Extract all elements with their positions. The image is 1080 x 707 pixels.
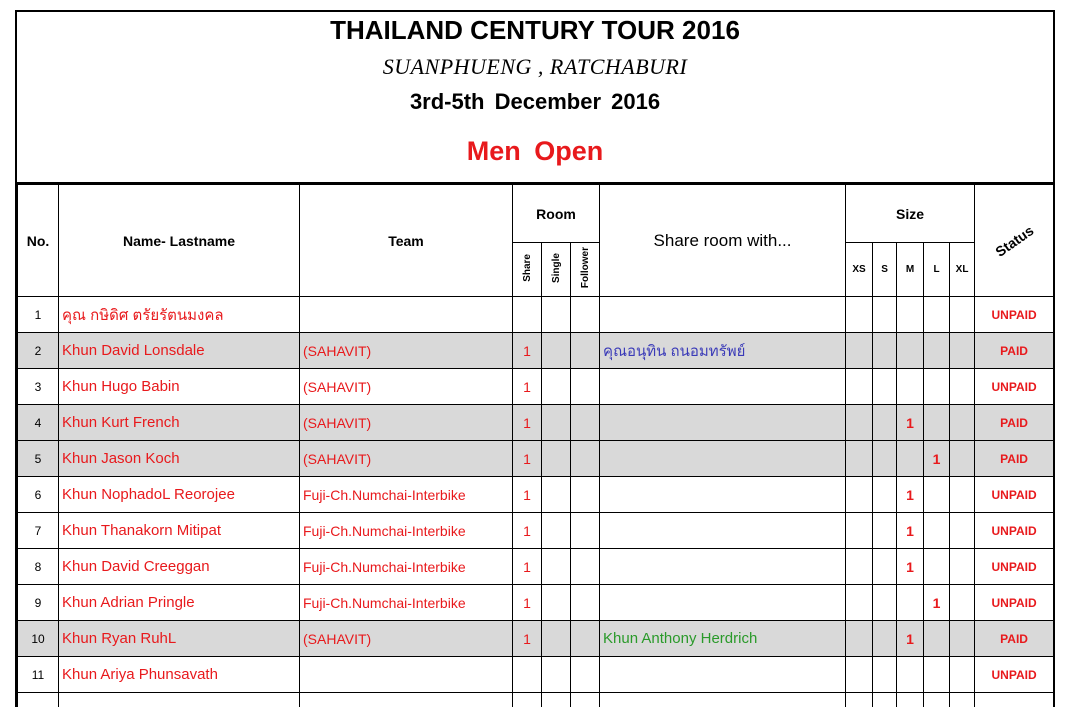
row-room-share: 1 bbox=[513, 441, 542, 477]
row-size-xl bbox=[950, 369, 975, 405]
row-size-m bbox=[897, 369, 924, 405]
row-status: UNPAID bbox=[975, 369, 1054, 405]
row-size-xs bbox=[846, 657, 873, 693]
row-size-s bbox=[873, 585, 897, 621]
row-name: คุณ กษิดิศ ตรัยรัตนมงคล bbox=[59, 297, 300, 333]
row-size-s bbox=[873, 657, 897, 693]
row-empty-cell bbox=[542, 693, 571, 707]
row-empty-cell bbox=[600, 693, 846, 707]
row-size-xs bbox=[846, 585, 873, 621]
row-status: PAID bbox=[975, 621, 1054, 657]
col-size-s: S bbox=[873, 243, 897, 297]
col-size-l: L bbox=[924, 243, 950, 297]
row-share-with bbox=[600, 477, 846, 513]
row-size-xl bbox=[950, 657, 975, 693]
row-size-xs bbox=[846, 513, 873, 549]
row-room-follower bbox=[571, 621, 600, 657]
row-size-m: 1 bbox=[897, 621, 924, 657]
row-status: UNPAID bbox=[975, 477, 1054, 513]
row-size-l bbox=[924, 297, 950, 333]
table-row bbox=[18, 405, 1054, 441]
row-team: (SAHAVIT) bbox=[300, 333, 513, 369]
row-room-share: 1 bbox=[513, 477, 542, 513]
col-team: Team bbox=[300, 185, 513, 297]
row-team bbox=[300, 657, 513, 693]
row-no: 3 bbox=[18, 369, 59, 405]
row-no: 4 bbox=[18, 405, 59, 441]
row-size-xl bbox=[950, 549, 975, 585]
participants-table bbox=[17, 184, 1054, 707]
row-size-m: 1 bbox=[897, 405, 924, 441]
row-share-with: Khun Anthony Herdrich bbox=[600, 621, 846, 657]
row-room-single bbox=[542, 441, 571, 477]
row-size-m bbox=[897, 441, 924, 477]
row-room-single bbox=[542, 297, 571, 333]
row-size-xl bbox=[950, 621, 975, 657]
row-status: PAID bbox=[975, 441, 1054, 477]
row-room-follower bbox=[571, 441, 600, 477]
row-empty-cell bbox=[571, 693, 600, 707]
row-room-single bbox=[542, 585, 571, 621]
row-share-with bbox=[600, 369, 846, 405]
row-status: UNPAID bbox=[975, 297, 1054, 333]
row-size-s bbox=[873, 333, 897, 369]
row-size-xs bbox=[846, 297, 873, 333]
row-size-l: 1 bbox=[924, 441, 950, 477]
row-no: 5 bbox=[18, 441, 59, 477]
row-size-xl bbox=[950, 477, 975, 513]
row-size-l: 1 bbox=[924, 585, 950, 621]
row-size-m: 1 bbox=[897, 513, 924, 549]
row-share-with: คุณอนุทิน ถนอมทรัพย์ bbox=[600, 333, 846, 369]
row-size-l bbox=[924, 621, 950, 657]
col-room: Room bbox=[513, 185, 600, 243]
col-size-xl: XL bbox=[950, 243, 975, 297]
table-row bbox=[18, 297, 1054, 333]
row-share-with bbox=[600, 549, 846, 585]
row-size-xs bbox=[846, 405, 873, 441]
row-size-xs bbox=[846, 333, 873, 369]
row-size-m: 1 bbox=[897, 549, 924, 585]
row-size-xs bbox=[846, 477, 873, 513]
row-share-with bbox=[600, 441, 846, 477]
row-team: (SAHAVIT) bbox=[300, 441, 513, 477]
row-status: UNPAID bbox=[975, 549, 1054, 585]
row-empty-cell bbox=[59, 693, 300, 707]
row-team bbox=[300, 297, 513, 333]
row-empty-cell bbox=[873, 693, 897, 707]
row-team: Fuji-Ch.Numchai-Interbike bbox=[300, 477, 513, 513]
row-size-s bbox=[873, 621, 897, 657]
row-share-with bbox=[600, 657, 846, 693]
row-size-s bbox=[873, 405, 897, 441]
row-size-xl bbox=[950, 513, 975, 549]
row-no: 8 bbox=[18, 549, 59, 585]
row-room-single bbox=[542, 477, 571, 513]
row-room-follower bbox=[571, 477, 600, 513]
row-empty-cell bbox=[846, 693, 873, 707]
row-room-share: 1 bbox=[513, 369, 542, 405]
registration-sheet bbox=[15, 10, 1055, 707]
table-row bbox=[18, 513, 1054, 549]
row-name: Khun Hugo Babin bbox=[59, 369, 300, 405]
row-size-s bbox=[873, 297, 897, 333]
table-row bbox=[18, 369, 1054, 405]
row-room-follower bbox=[571, 405, 600, 441]
table-row bbox=[18, 621, 1054, 657]
col-room-single: Single bbox=[542, 243, 571, 297]
row-size-s bbox=[873, 369, 897, 405]
row-name: Khun Adrian Pringle bbox=[59, 585, 300, 621]
row-size-xl bbox=[950, 405, 975, 441]
row-name: Khun Thanakorn Mitipat bbox=[59, 513, 300, 549]
row-name: Khun Ariya Phunsavath bbox=[59, 657, 300, 693]
row-size-xl bbox=[950, 333, 975, 369]
row-team: (SAHAVIT) bbox=[300, 405, 513, 441]
row-no: 7 bbox=[18, 513, 59, 549]
row-size-m bbox=[897, 297, 924, 333]
row-size-s bbox=[873, 441, 897, 477]
row-name: Khun Ryan RuhL bbox=[59, 621, 300, 657]
event-location: SUANPHUENG , RATCHABURI bbox=[382, 54, 688, 79]
status-header-label: Status bbox=[991, 221, 1037, 260]
col-status bbox=[975, 185, 1054, 297]
row-name: Khun NophadoL Reorojee bbox=[59, 477, 300, 513]
row-team: (SAHAVIT) bbox=[300, 621, 513, 657]
row-room-follower bbox=[571, 585, 600, 621]
sheet-header bbox=[17, 12, 1053, 184]
row-no: 1 bbox=[18, 297, 59, 333]
row-room-share bbox=[513, 297, 542, 333]
table-row bbox=[18, 441, 1054, 477]
row-room-single bbox=[542, 333, 571, 369]
row-room-follower bbox=[571, 657, 600, 693]
row-empty-cell bbox=[924, 693, 950, 707]
row-room-single bbox=[542, 621, 571, 657]
row-name: Khun Jason Koch bbox=[59, 441, 300, 477]
row-room-follower bbox=[571, 513, 600, 549]
row-no: 2 bbox=[18, 333, 59, 369]
row-size-m bbox=[897, 333, 924, 369]
row-name: Khun David Creeggan bbox=[59, 549, 300, 585]
row-no: 10 bbox=[18, 621, 59, 657]
row-name: Khun David Lonsdale bbox=[59, 333, 300, 369]
row-size-l bbox=[924, 657, 950, 693]
table-row bbox=[18, 693, 1054, 707]
row-status: UNPAID bbox=[975, 585, 1054, 621]
row-size-xl bbox=[950, 297, 975, 333]
row-team: Fuji-Ch.Numchai-Interbike bbox=[300, 549, 513, 585]
col-size-xs: XS bbox=[846, 243, 873, 297]
table-row bbox=[18, 585, 1054, 621]
row-room-single bbox=[542, 549, 571, 585]
row-room-single bbox=[542, 513, 571, 549]
row-room-share: 1 bbox=[513, 513, 542, 549]
row-empty-cell bbox=[975, 693, 1054, 707]
event-dates: 3rd-5th December 2016 bbox=[409, 89, 661, 114]
col-size-m: M bbox=[897, 243, 924, 297]
row-room-share: 1 bbox=[513, 621, 542, 657]
row-name: Khun Kurt French bbox=[59, 405, 300, 441]
row-size-s bbox=[873, 477, 897, 513]
row-size-xs bbox=[846, 549, 873, 585]
col-share-with: Share room with... bbox=[600, 185, 846, 297]
col-no: No. bbox=[18, 185, 59, 297]
row-team: Fuji-Ch.Numchai-Interbike bbox=[300, 513, 513, 549]
row-status: PAID bbox=[975, 405, 1054, 441]
row-size-xl bbox=[950, 441, 975, 477]
row-size-xs bbox=[846, 369, 873, 405]
category-title: Men Open bbox=[466, 136, 604, 166]
row-status: UNPAID bbox=[975, 513, 1054, 549]
row-empty-cell bbox=[18, 693, 59, 707]
row-size-xl bbox=[950, 585, 975, 621]
row-status: UNPAID bbox=[975, 657, 1054, 693]
row-status: PAID bbox=[975, 333, 1054, 369]
row-size-l bbox=[924, 477, 950, 513]
row-room-follower bbox=[571, 549, 600, 585]
row-empty-cell bbox=[300, 693, 513, 707]
row-room-follower bbox=[571, 297, 600, 333]
row-size-s bbox=[873, 549, 897, 585]
row-room-follower bbox=[571, 333, 600, 369]
row-size-xs bbox=[846, 621, 873, 657]
row-room-share bbox=[513, 657, 542, 693]
col-room-follower: Follower bbox=[571, 243, 600, 297]
table-row bbox=[18, 333, 1054, 369]
row-room-share: 1 bbox=[513, 549, 542, 585]
row-share-with bbox=[600, 513, 846, 549]
col-room-share: Share bbox=[513, 243, 542, 297]
row-size-l bbox=[924, 549, 950, 585]
row-size-l bbox=[924, 369, 950, 405]
row-size-s bbox=[873, 513, 897, 549]
event-title: THAILAND CENTURY TOUR 2016 bbox=[330, 15, 740, 45]
row-room-share: 1 bbox=[513, 405, 542, 441]
row-share-with bbox=[600, 405, 846, 441]
row-empty-cell bbox=[950, 693, 975, 707]
row-room-follower bbox=[571, 369, 600, 405]
row-room-share: 1 bbox=[513, 333, 542, 369]
row-team: (SAHAVIT) bbox=[300, 369, 513, 405]
row-size-l bbox=[924, 513, 950, 549]
col-size: Size bbox=[846, 185, 975, 243]
row-share-with bbox=[600, 585, 846, 621]
row-size-m bbox=[897, 585, 924, 621]
table-row bbox=[18, 477, 1054, 513]
row-size-xs bbox=[846, 441, 873, 477]
row-room-single bbox=[542, 405, 571, 441]
row-empty-cell bbox=[513, 693, 542, 707]
row-room-share: 1 bbox=[513, 585, 542, 621]
row-no: 9 bbox=[18, 585, 59, 621]
row-no: 6 bbox=[18, 477, 59, 513]
row-size-m: 1 bbox=[897, 477, 924, 513]
row-size-l bbox=[924, 333, 950, 369]
row-team: Fuji-Ch.Numchai-Interbike bbox=[300, 585, 513, 621]
row-size-m bbox=[897, 657, 924, 693]
row-no: 11 bbox=[18, 657, 59, 693]
table-row bbox=[18, 549, 1054, 585]
row-empty-cell bbox=[897, 693, 924, 707]
col-name: Name- Lastname bbox=[59, 185, 300, 297]
table-row bbox=[18, 657, 1054, 693]
row-room-single bbox=[542, 369, 571, 405]
row-room-single bbox=[542, 657, 571, 693]
row-share-with bbox=[600, 297, 846, 333]
row-size-l bbox=[924, 405, 950, 441]
